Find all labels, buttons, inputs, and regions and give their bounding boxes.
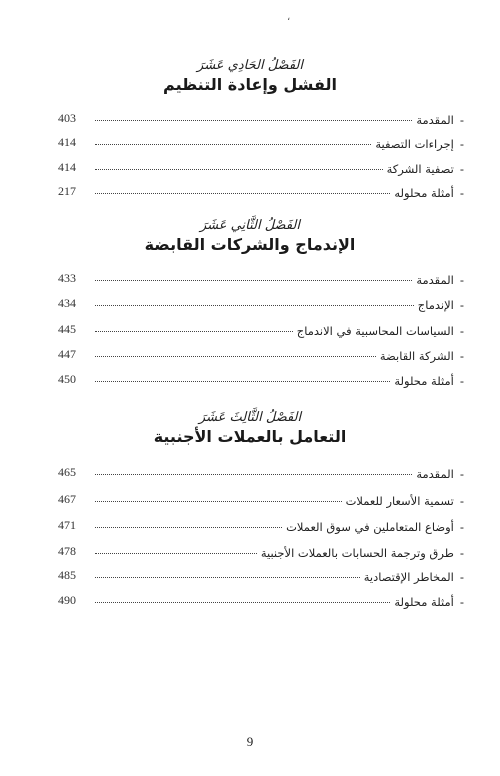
toc-page-number: 490 <box>58 593 76 607</box>
toc-entry <box>0 271 500 291</box>
dot-leader <box>95 144 371 145</box>
toc-label: طرق وترجمة الحسابات بالعملات الأجنبية <box>260 546 454 560</box>
entry-dash: - <box>459 273 464 287</box>
toc-label: أوضاع المتعاملين في سوق العملات <box>286 520 454 534</box>
toc-entry <box>0 518 500 538</box>
dot-leader <box>95 602 390 603</box>
entry-dash: - <box>459 595 464 609</box>
toc-label: أمثلة محلولة <box>394 595 454 609</box>
toc-label: الشركة القابضة <box>379 349 454 363</box>
toc-label: السياسات المحاسبية في الاندماج <box>296 324 454 338</box>
toc-page-number: 450 <box>58 372 76 386</box>
dot-leader <box>95 280 412 281</box>
chapter-12 <box>0 218 500 254</box>
header-mark: ، <box>287 12 291 23</box>
toc-page-number: 434 <box>58 296 76 310</box>
toc-entry <box>0 465 500 485</box>
toc-entry <box>0 568 500 588</box>
toc-page-number: 478 <box>58 544 76 558</box>
toc-page-number: 433 <box>58 271 76 285</box>
entry-dash: - <box>459 546 464 560</box>
toc-entry <box>0 111 500 131</box>
chapter-13 <box>0 410 500 446</box>
dot-leader <box>95 193 390 194</box>
entry-dash: - <box>459 520 464 534</box>
dot-leader <box>95 474 412 475</box>
dot-leader <box>95 577 360 578</box>
dot-leader <box>95 169 383 170</box>
toc-entry <box>0 593 500 613</box>
entry-dash: - <box>459 162 464 176</box>
toc-entry <box>0 135 500 155</box>
dot-leader <box>95 305 414 306</box>
toc-label: تصفية الشركة <box>386 162 454 176</box>
entry-dash: - <box>459 349 464 363</box>
toc-label: المقدمة <box>416 113 454 127</box>
toc-label: إجراءات التصفية <box>375 137 454 151</box>
dot-leader <box>95 527 282 528</box>
toc-page-number: 414 <box>58 160 76 174</box>
chapter-title: الفشل وإعادة التنظيم <box>163 75 337 94</box>
entry-dash: - <box>459 324 464 338</box>
chapter-title: الإندماج والشركات القابضة <box>144 235 356 254</box>
toc-entry <box>0 160 500 180</box>
toc-entry <box>0 544 500 564</box>
toc-entry <box>0 492 500 512</box>
entry-dash: - <box>459 298 464 312</box>
toc-label: تسمية الأسعار للعملات <box>345 494 454 508</box>
toc-label: المخاطر الإقتصادية <box>363 570 454 584</box>
chapter-ornament: الفَصْلُ الحَادِي عَشَرَ <box>197 58 303 73</box>
chapter-ornament: الفَصْلُ الثَّانِي عَشَرَ <box>200 218 300 233</box>
toc-page-number: 467 <box>58 492 76 506</box>
entry-dash: - <box>459 186 464 200</box>
toc-page-number: 414 <box>58 135 76 149</box>
toc-entry <box>0 347 500 367</box>
dot-leader <box>95 381 390 382</box>
toc-label: المقدمة <box>416 467 454 481</box>
toc-label: أمثلة محلولة <box>394 374 454 388</box>
toc-page-number: 447 <box>58 347 76 361</box>
toc-page-number: 445 <box>58 322 76 336</box>
chapter-ornament: الفَصْلُ الثَّالِثَ عَشَرَ <box>198 410 302 425</box>
toc-page-number: 217 <box>58 184 76 198</box>
toc-entry <box>0 184 500 204</box>
toc-page-number: 465 <box>58 465 76 479</box>
entry-dash: - <box>459 494 464 508</box>
entry-dash: - <box>459 570 464 584</box>
entry-dash: - <box>459 467 464 481</box>
dot-leader <box>95 553 257 554</box>
toc-page-number: 403 <box>58 111 76 125</box>
toc-entry <box>0 372 500 392</box>
chapter-11 <box>0 58 500 94</box>
dot-leader <box>95 356 376 357</box>
toc-entry <box>0 322 500 342</box>
entry-dash: - <box>459 374 464 388</box>
toc-label: أمثلة محلوله <box>394 186 454 200</box>
toc-entry <box>0 296 500 316</box>
toc-label: المقدمة <box>416 273 454 287</box>
dot-leader <box>95 501 342 502</box>
chapter-title: التعامل بالعملات الأجنبية <box>153 427 347 446</box>
dot-leader <box>95 120 412 121</box>
entry-dash: - <box>459 137 464 151</box>
entry-dash: - <box>459 113 464 127</box>
toc-page-number: 471 <box>58 518 76 532</box>
toc-page-number: 485 <box>58 568 76 582</box>
toc-label: الإندماج <box>417 298 454 312</box>
dot-leader <box>95 331 293 332</box>
footer-page-number: 9 <box>246 734 254 749</box>
